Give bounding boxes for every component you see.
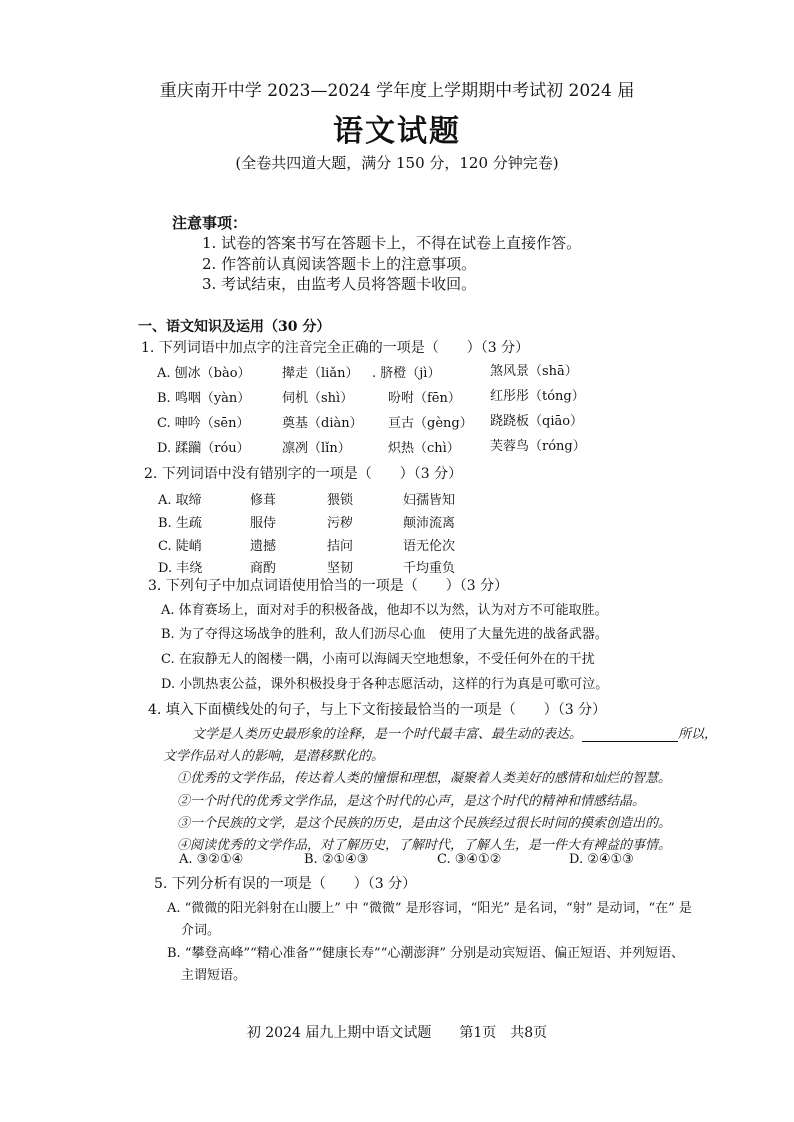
q4-choice: B. ②①④③ — [304, 852, 369, 867]
q4-choice: D. ②④①③ — [569, 852, 634, 867]
q4-sentence: ④阅读优秀的文学作品，对了解历史，了解时代，了解人生，是一件大有裨益的事情。 — [177, 838, 672, 853]
notice-item: 1. 试卷的答案书写在答题卡上，不得在试卷上直接作答。 — [202, 234, 582, 252]
question-5-stem: 5. 下列分析有误的一项是（ ）（3 分） — [154, 876, 417, 892]
page-footer: 初 2024 届九上期中语文试题 第1页 共8页 — [246, 1025, 548, 1041]
exam-title: 语文试题 — [333, 114, 461, 149]
q4-sentence: ②一个时代的优秀文学作品，是这个时代的心声，是这个时代的精神和情感结晶。 — [177, 794, 646, 809]
q1-cell: 撵走（liǎn） — [282, 366, 359, 381]
question-2-stem: 2. 下列词语中没有错别字的一项是（ ）（3 分） — [144, 466, 463, 482]
q4-sentence: ③一个民族的文学，是这个民族的历史，是由这个民族经过很长时间的摸索创造出的。 — [177, 816, 672, 831]
q2-cell: A. 取缔 — [158, 493, 202, 508]
q5-option-a-cont: 介词。 — [181, 923, 221, 938]
q2-cell: B. 生疏 — [158, 516, 202, 531]
q1-cell: 奠基（diàn） — [282, 416, 363, 431]
q1-cell: D. 蹂躏（róu） — [157, 441, 250, 456]
q4-passage-b: 所以， — [678, 727, 718, 742]
q1-cell: 红彤彤（tóng） — [490, 389, 585, 404]
q4-sentence: ①优秀的文学作品，传达着人类的憧憬和理想，凝聚着人类美好的感情和灿烂的智慧。 — [177, 771, 672, 786]
fill-blank — [582, 729, 678, 742]
q2-cell: 猥锁 — [327, 493, 354, 508]
q2-cell: 商酌 — [250, 561, 277, 576]
exam-header: 重庆南开中学 2023—2024 学年度上学期期中考试初 2024 届 — [159, 81, 635, 101]
notice-item: 3. 考试结束，由监考人员将答题卡收回。 — [202, 275, 477, 293]
q2-cell: 修葺 — [250, 493, 277, 508]
q5-option-a: A. “微微的阳光斜射在山腰上” 中 “微微” 是形容词，“阳光” 是名词，“射” 是动词，“在” 是 — [167, 901, 692, 916]
q1-cell: 凛冽（lǐn） — [282, 441, 351, 456]
q3-option: B. 为了夺得这场战争的胜利，敌人们沥尽心血 使用了大量先进的战备武器。 — [161, 627, 608, 642]
q1-cell: 芙蓉鸟（róng） — [490, 439, 586, 454]
section-heading: 一、语文知识及运用（30 分） — [138, 319, 331, 335]
q4-choice: A. ③②①④ — [179, 852, 244, 867]
q2-cell: 遗撼 — [250, 539, 277, 554]
q3-option: C. 在寂静无人的阁楼一隅，小南可以海阔天空地想象，不受任何外在的干扰 — [161, 652, 595, 667]
q2-cell: C. 陡峭 — [158, 539, 202, 554]
q1-cell: . 脐橙（jì） — [372, 366, 441, 381]
q4-passage-a: 文学是人类历史最形象的诠释，是一个时代最丰富、最生动的表达。 — [192, 727, 583, 742]
q1-cell: 煞风景（shā） — [490, 364, 578, 379]
question-3-stem: 3. 下列句子中加点词语使用恰当的一项是（ ）（3 分） — [148, 578, 509, 594]
q2-cell: 服侍 — [250, 516, 277, 531]
q4-passage-line — [192, 723, 717, 742]
q1-cell: 吩咐（fēn） — [388, 391, 461, 406]
q2-cell: 坚韧 — [327, 561, 354, 576]
q1-cell: C. 呻吟（sēn） — [157, 416, 250, 431]
q4-choice: C. ③④①② — [437, 852, 502, 867]
notice-title: 注意事项： — [172, 214, 248, 232]
question-4-stem: 4. 填入下面横线处的句子，与上下文衔接最恰当的一项是（ ）（3 分） — [148, 702, 607, 718]
notice-item: 2. 作答前认真阅读答题卡上的注意事项。 — [202, 255, 477, 273]
q2-cell: 千均重负 — [403, 561, 456, 576]
q5-option-b-cont: 主谓短语。 — [181, 968, 247, 983]
question-1-stem: 1. 下列词语中加点字的注音完全正确的一项是（ ）（3 分） — [141, 340, 530, 356]
q2-cell: 颠沛流离 — [403, 516, 456, 531]
q4-passage-c: 文学作品对人的影响，是潜移默化的。 — [163, 749, 385, 764]
q3-option: D. 小凯热衷公益，课外积极投身于各种志愿活动，这样的行为真是可歌可泣。 — [161, 677, 609, 692]
q1-cell: 亘古（gèng） — [388, 416, 473, 431]
q1-cell: A. 刨冰（bào） — [157, 366, 251, 381]
q2-cell: D. 丰绕 — [158, 561, 203, 576]
q1-cell: 炽热（chì） — [388, 441, 460, 456]
q1-cell: B. 鸣咽（yàn） — [157, 391, 251, 406]
q3-option: A. 体育赛场上，面对对手的积极备战，他却不以为然，认为对方不可能取胜。 — [161, 603, 608, 618]
q5-option-b: B. “攀登高峰”“精心准备”“健康长寿”“心潮澎湃” 分别是动宾短语、偏正短语、并列短语、 — [167, 946, 685, 961]
q2-cell: 污秽 — [327, 516, 354, 531]
q2-cell: 拮问 — [327, 539, 354, 554]
q1-cell: 伺机（shì） — [282, 391, 354, 406]
q1-cell: 跷跷板（qiāo） — [490, 414, 584, 429]
q2-cell: 语无伦次 — [403, 539, 456, 554]
q2-cell: 妇孺皆知 — [403, 493, 456, 508]
exam-subtitle: (全卷共四道大题，满分 150 分，120 分钟完卷) — [235, 154, 559, 172]
